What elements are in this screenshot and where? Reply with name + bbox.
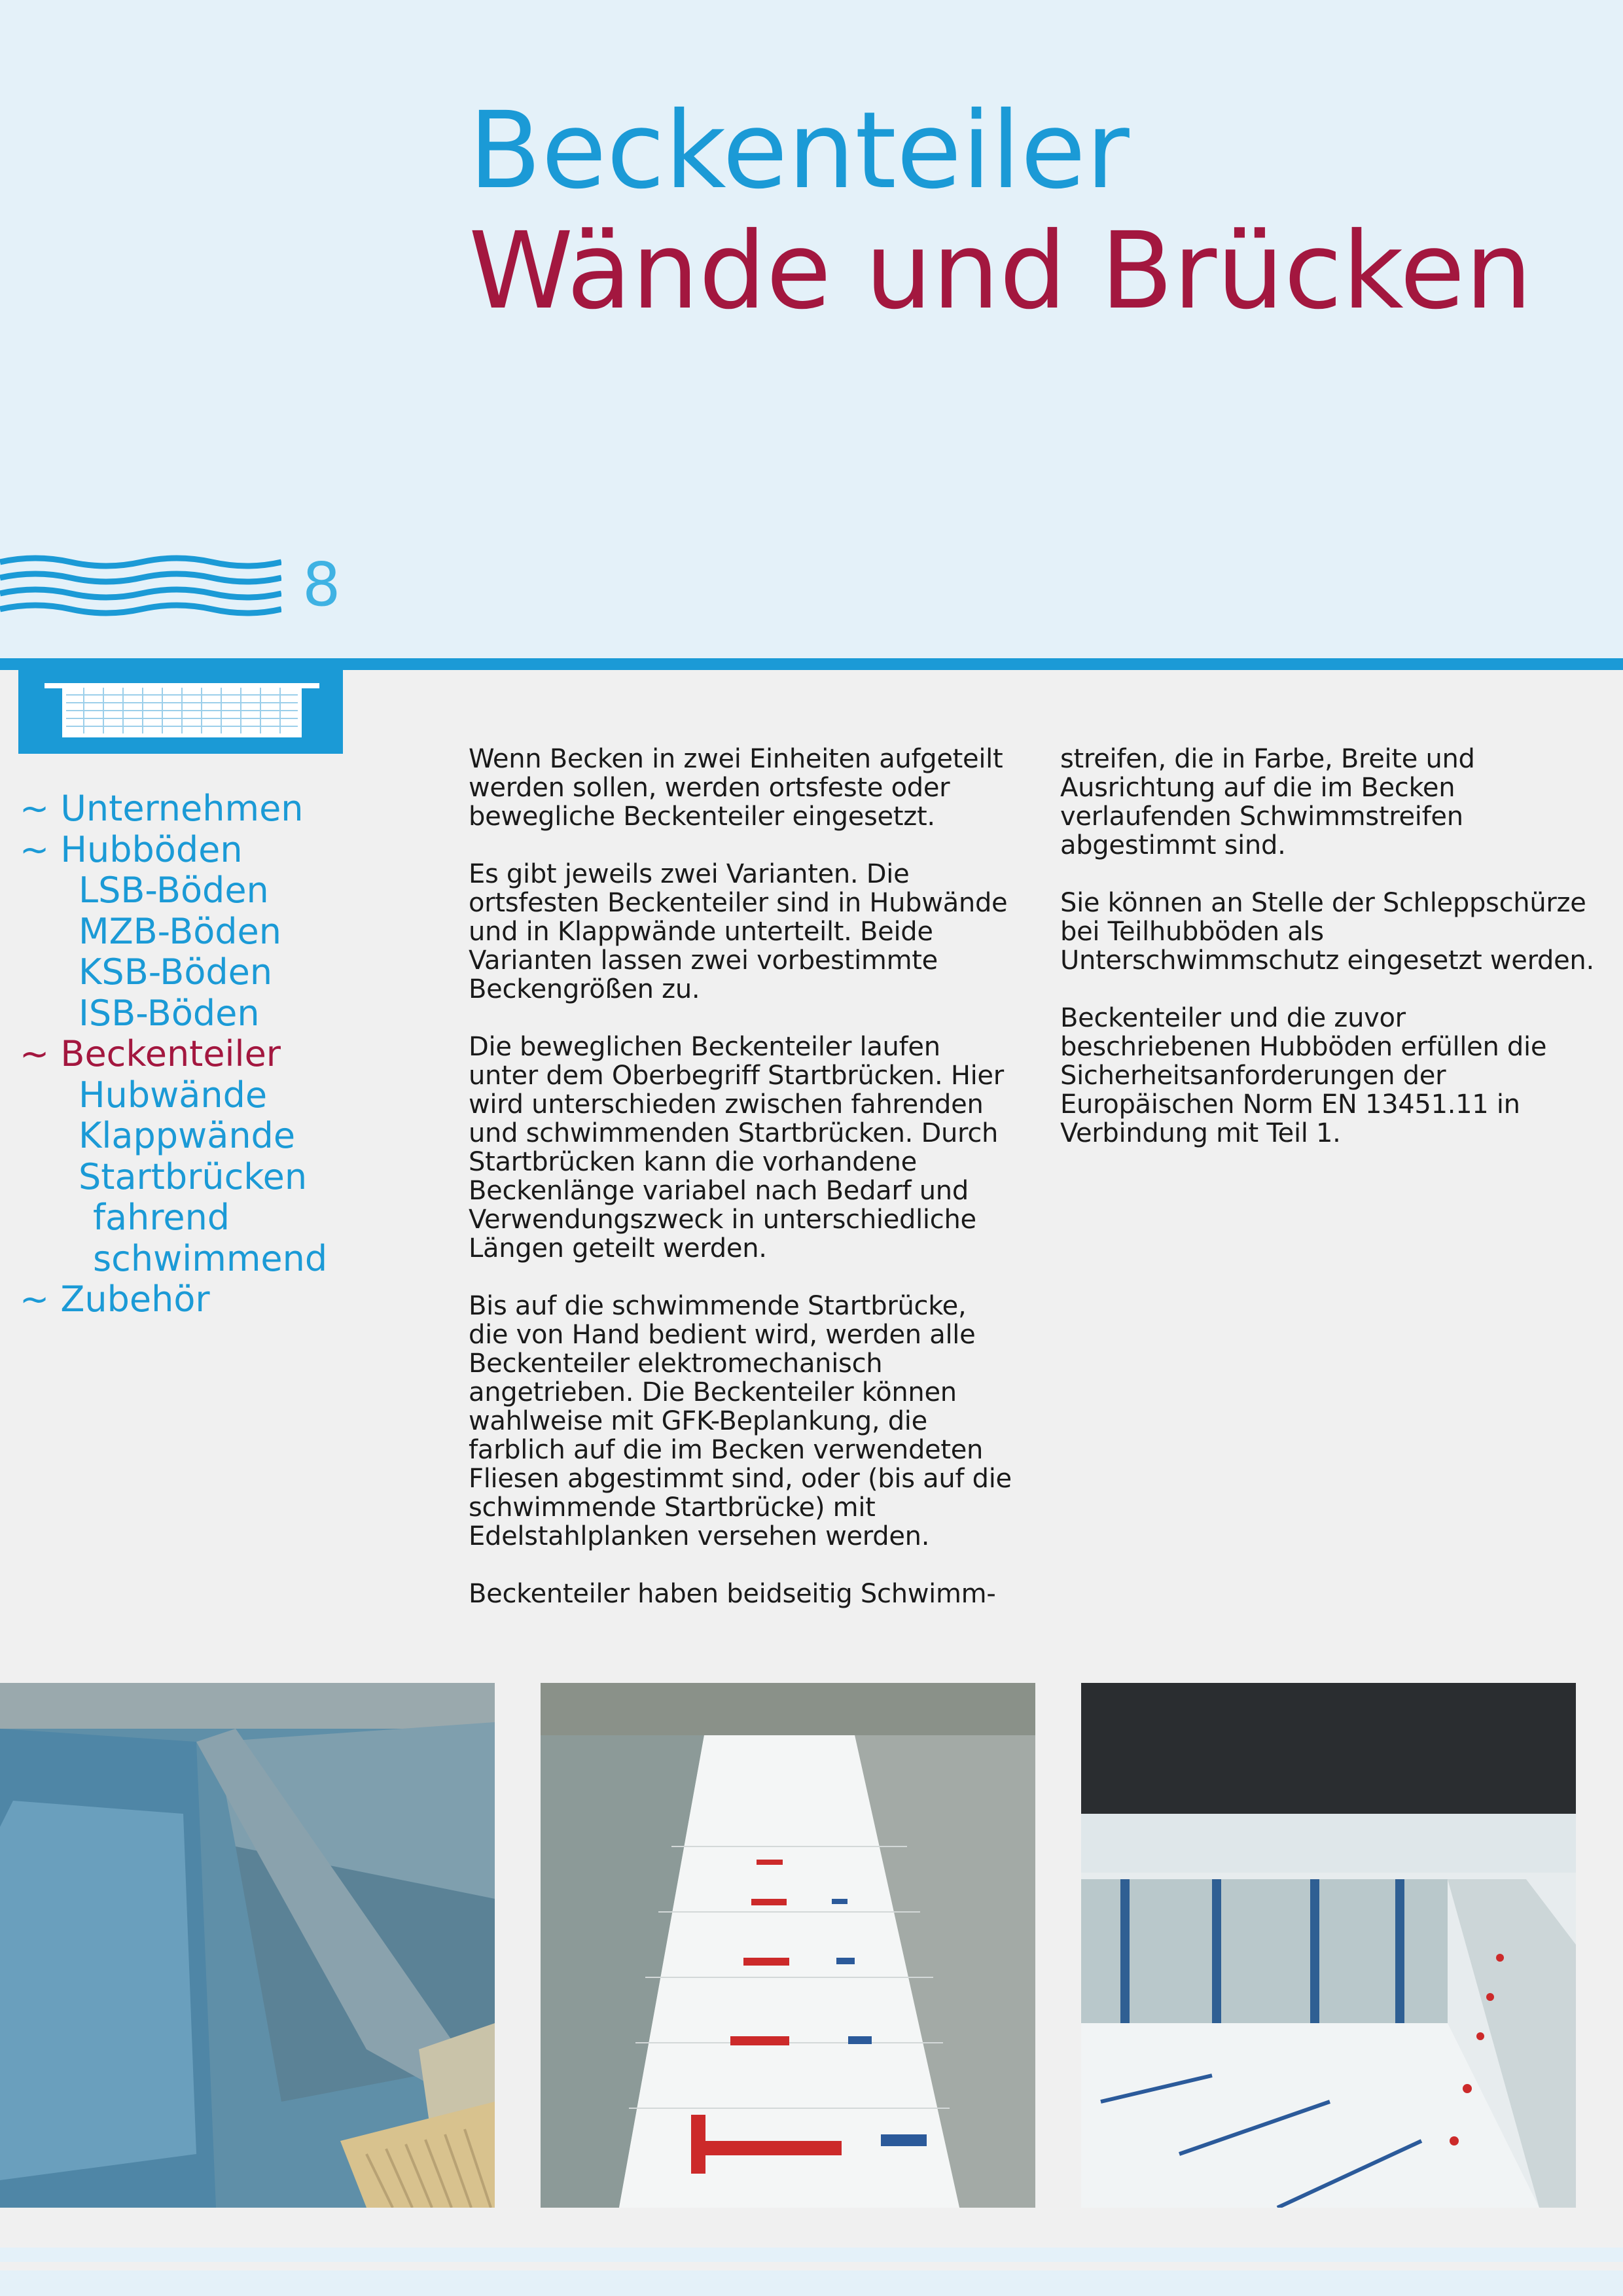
paragraph: Sie können an Stelle der Schleppschürze bei Teilhubböden als Unterschwimmschutz eingesetzt werden.	[1060, 888, 1594, 976]
nav-item-beckenteiler[interactable]: ~ Beckenteiler	[20, 1033, 281, 1074]
title-line-1: Beckenteiler	[469, 90, 1130, 213]
waves-icon	[0, 553, 281, 625]
nav-item-schwimmend[interactable]: schwimmend	[93, 1237, 328, 1279]
paragraph: Es gibt jeweils zwei Varianten. Die ortsfesten Beckenteiler sind in Hubwände und in Klappwände unterteilt. Beide Varianten lassen zwei vorbestimmte Beckengrößen zu.	[469, 859, 1008, 1004]
nav-item-klappwaende[interactable]: Klappwände	[79, 1115, 296, 1156]
pool-divider-wall-photo	[0, 1683, 495, 2208]
paragraph: Wenn Becken in zwei Einheiten aufgeteilt werden sollen, werden ortsfeste oder bewegliche Beckenteiler eingesetzt.	[469, 744, 1003, 832]
nav-item-lsb-boeden[interactable]: LSB-Böden	[79, 870, 269, 911]
page-number: 8	[302, 550, 341, 620]
footer-band	[0, 2248, 1623, 2262]
footer-band-lower	[0, 2270, 1623, 2296]
nav-item-unternehmen[interactable]: ~ Unternehmen	[20, 788, 304, 829]
pool-start-bridge-photo	[1081, 1683, 1576, 2208]
nav-item-isb-boeden[interactable]: ISB-Böden	[79, 992, 260, 1034]
body-column-right	[1060, 745, 1603, 1176]
nav-item-fahrend[interactable]: fahrend	[93, 1197, 230, 1238]
nav-item-startbruecken[interactable]: Startbrücken	[79, 1156, 308, 1197]
header-rule	[0, 658, 1623, 670]
body-column-left	[469, 745, 1012, 1637]
nav-item-mzb-boeden[interactable]: MZB-Böden	[79, 910, 281, 952]
page-title	[469, 90, 1533, 333]
paragraph: Beckenteiler haben beidseitig Schwimm-	[469, 1579, 996, 1609]
paragraph: streifen, die in Farbe, Breite und Ausrichtung auf die im Becken verlaufenden Schwimmstreifen abgestimmt sind.	[1060, 744, 1475, 860]
section-logo	[18, 670, 343, 754]
nav-item-ksb-boeden[interactable]: KSB-Böden	[79, 951, 273, 993]
section-nav	[20, 788, 327, 1320]
nav-item-hubwaende[interactable]: Hubwände	[79, 1074, 268, 1116]
nav-item-hubboeden[interactable]: ~ Hubböden	[20, 828, 243, 870]
title-line-2: Wände und Brücken	[469, 210, 1533, 333]
paragraph: Die beweglichen Beckenteiler laufen unter dem Oberbegriff Startbrücken. Hier wird unterschieden zwischen fahrenden und schwimmenden Startbrücken. Durch Startbrücken kann die vorhandene Beckenlänge variabel nach Bedarf und Verwendungszweck in unterschiedliche Längen geteilt werden.	[469, 1032, 1004, 1263]
paragraph: Beckenteiler und die zuvor beschriebenen Hubböden erfüllen die Sicherheitsanforderungen der Europäischen Norm EN 13451.11 in Verbindung mit Teil 1.	[1060, 1003, 1547, 1148]
paragraph: Bis auf die schwimmende Startbrücke, die von Hand bedient wird, werden alle Beckenteiler elektromechanisch angetrieben. Die Beckenteiler können wahlweise mit GFK-Beplankung, die farblich auf die im Becken verwendeten Fliesen abgestimmt sind, oder (bis auf die schwimmende Startbrücke) mit Edelstahlplanken versehen werden.	[469, 1291, 1012, 1551]
pool-grid-icon	[45, 682, 319, 745]
nav-item-zubehoer[interactable]: ~ Zubehör	[20, 1279, 210, 1320]
empty-pool-tiles-photo	[541, 1683, 1035, 2208]
